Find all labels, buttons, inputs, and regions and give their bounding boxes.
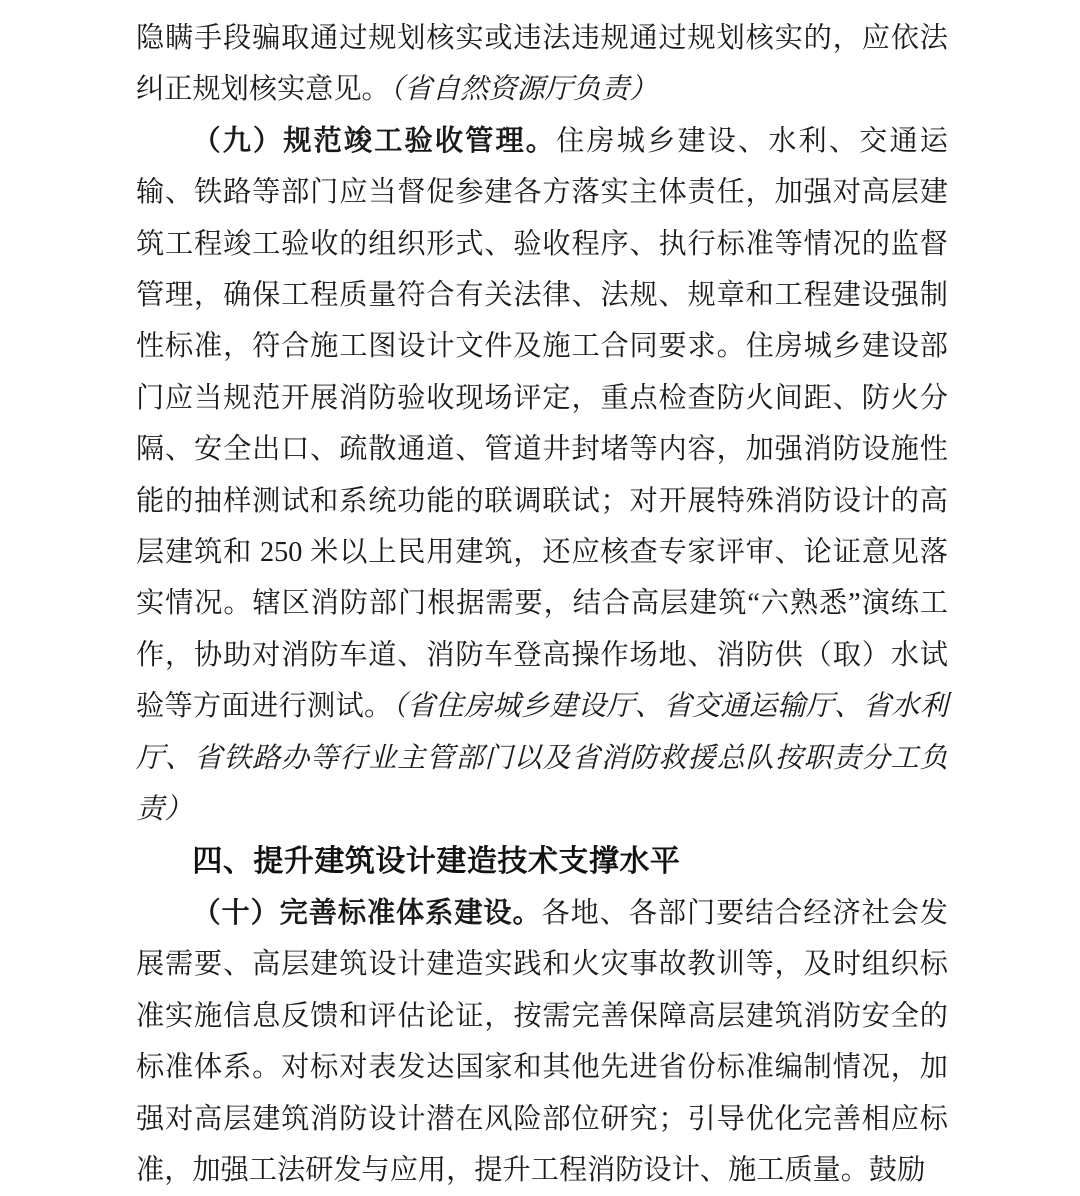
text-segment-bold-kai: （十）完善标准体系建设。 bbox=[192, 897, 542, 929]
paragraph-planning-verification-continuation bbox=[136, 13, 948, 116]
text-segment-regular: 隐瞒手段骗取通过规划核实或违法违规通过规划核实的，应依法纠正规划核实意见。 bbox=[136, 23, 948, 106]
text-segment-regular: 各地、各部门要结合经济社会发展需要、高层建筑设计建造实践和火灾事故教训等，及时组织标准实施信息反馈和评估论证，按需完善保障高层建筑消防安全的标准体系。对标对表发达国家和其他先进省份标准编制情况，加强对高层建筑消防设计潜在风险部位研究；引导优化完善相应标准，加强工法研发与应用，提升工程消防设计、施工质量。鼓励 bbox=[136, 897, 948, 1186]
paragraph-section-4-heading bbox=[136, 836, 948, 888]
paragraph-item-10-standards-system bbox=[136, 888, 948, 1196]
text-segment-kai: （省住房城乡建设厅、省交通运输厅、省水利厅、省铁路办等行业主管部门以及省消防救援总队按职责分工负责） bbox=[136, 691, 948, 826]
text-segment-kai: （省自然资源厅负责） bbox=[389, 74, 658, 106]
text-segment-bold-kai: （九）规范竣工验收管理。 bbox=[192, 125, 557, 157]
paragraph-item-9-completion-acceptance bbox=[136, 116, 948, 836]
text-segment-bold-sans: 四、提升建筑设计建造技术支撑水平 bbox=[192, 844, 681, 878]
text-segment-regular: 住房城乡建设、水利、交通运输、铁路等部门应当督促参建各方落实主体责任，加强对高层建筑工程竣工验收的组织形式、验收程序、执行标准等情况的监督管理，确保工程质量符合有关法律、法规、规章和工程建设强制性标准，符合施工图设计文件及施工合同要求。住房城乡建设部门应当规范开展消防验收现场评定，重点检查防火间距、防火分隔、安全出口、疏散通道、管道井封堵等内容，加强消防设施性能的抽样测试和系统功能的联调联试；对开展特殊消防设计的高层建筑和 250 米以上民用建筑，还应核查专家评审、论证意见落实情况。辖区消防部门根据需要，结合高层建筑“六熟悉”演练工作，协助对消防车道、消防车登高操作场地、消防供（取）水试验等方面进行测试。 bbox=[136, 125, 948, 723]
